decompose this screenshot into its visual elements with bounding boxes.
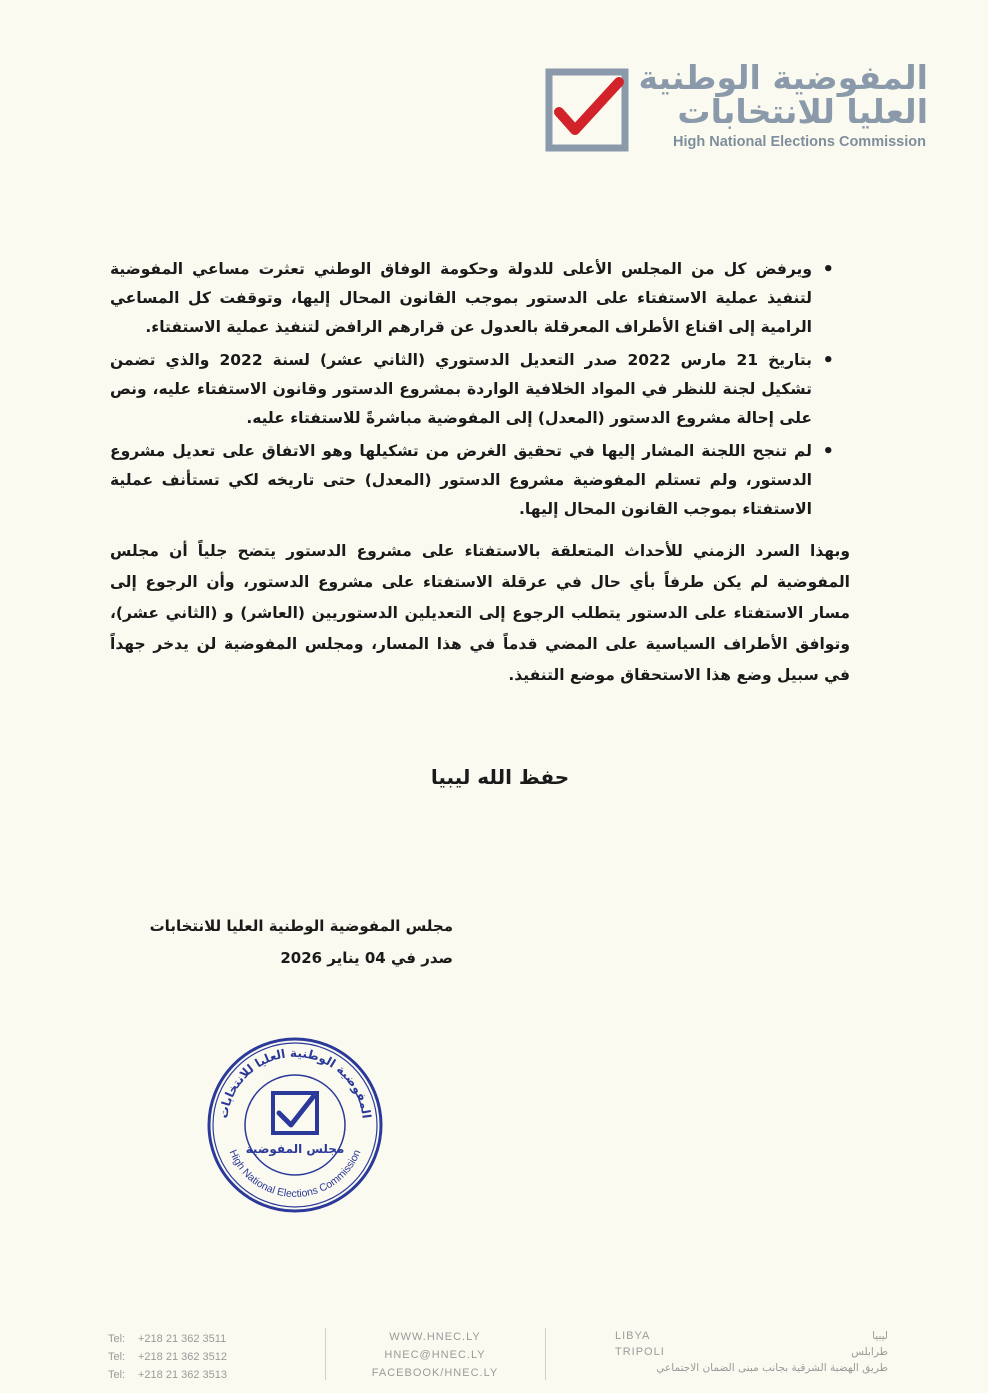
closing-phrase: حفظ الله ليبيا [430,765,570,789]
city-en: TRIPOLI [615,1346,665,1358]
phone-2: +218 21 362 3512 [138,1351,228,1363]
phone-3: +218 21 362 3513 [138,1369,228,1381]
summary-paragraph: وبهذا السرد الزمني للأحداث المتعلقة بالاستفتاء على مشروع الدستور يتضح جلياً أن مجلس المفوضية لم يكن طرفاً بأي حال في عرقلة الاستفتاء على مشروع الدستور، وأن الرجوع إلى مسار الاستفتاء على الدستور يتطلب الرجوع إلى التعديلين الدستوريين (العاشر) و (الثاني عشر)، وتوافق الأطراف السياسية على المضي قدماً في هذا المسار، ومجلس المفوضية لن يدخر جهداً في سبيل وضع هذا الاستحقاق موضع التنفيذ. [110,542,850,684]
stamp-ballot-icon [273,1093,317,1133]
country-ar: ليبيا [872,1330,888,1342]
footer-phones [108,1330,227,1384]
hnec-logo [545,58,940,157]
footer-divider [325,1328,326,1380]
country-en: LIBYA [615,1330,651,1342]
bullet-item-2: • بتاريخ 21 مارس 2022 صدر التعديل الدستوري (الثاني عشر) لسنة 2022 والذي تضمن تشكيل لجنة للنظر في المواد الخلافية الواردة بمشروع الدستور وقانون الاستفتاء عليه، ونص على إحالة مشروع الدستور (المعدل) إلى المفوضية مباشرةً للاستفتاء عليه. [110,346,830,433]
page-footer [0,1320,988,1390]
email-link[interactable]: HNEC@HNEC.LY [384,1349,486,1361]
phone-1: +218 21 362 3511 [138,1333,227,1345]
footer-location-ar [656,1328,888,1376]
bullet-item-1: • ويرفض كل من المجلس الأعلى للدولة وحكومة الوفاق الوطني تعثرت مساعي المفوضية لتنفيذ عملية الاستفتاء على الدستور بموجب القانون المحال إليها، وتوقفت كل المساعي الرامية إلى اقناع الأطراف المعرقلة بالعدول عن قرارهم الرافض لتنفيذ عملية الاستفتاء. [110,255,830,342]
footer-web [355,1328,515,1382]
bullet-item-3: • لم تنجح اللجنة المشار إليها في تحقيق الغرض من تشكيلها وهو الاتفاق على تعديل مشروع الدستور، ولم تستلم المفوضية مشروع الدستور (المعدل) حتى تاريخه لكي تستأنف عملية الاستفتاء بموجب القانون المحال إليها. [110,437,830,524]
facebook-link[interactable]: FACEBOOK/HNEC.LY [371,1367,499,1379]
website-link[interactable]: WWW.HNEC.LY [389,1331,481,1343]
stamp-arabic-ring: المفوضية الوطنية العليا للانتخابات [216,1045,374,1120]
tel-label: Tel: [108,1351,126,1363]
logo-arabic-line-2: العليا للانتخابات [677,92,928,131]
stamp-center-label: مجلس المفوضية [245,1142,345,1156]
decorative-diamond-pattern [0,0,560,260]
official-stamp [205,1035,385,1215]
footer-divider [545,1328,546,1380]
signer-name: مجلس المفوضية الوطنية العليا للانتخابات [149,917,453,935]
logo-arabic-line-1: المفوضية الوطنية [638,58,928,97]
issue-date: صدر في 04 يناير 2026 [280,949,453,967]
address-ar: طريق الهضبة الشرقية بجانب مبنى الضمان الاجتماعي [656,1362,888,1374]
svg-text:المفوضية الوطنية العليا للانتخ [216,1046,373,1119]
tel-label: Tel: [108,1369,126,1381]
city-ar: طرابلس [851,1346,888,1358]
stamp-english-ring: High National Elections Commission [226,1147,364,1201]
checkmark-ballot-icon [545,68,629,152]
letter-body [110,255,850,707]
tel-label: Tel: [108,1333,126,1345]
bullet-list [110,255,830,524]
signature-block [150,910,453,974]
logo-english-name: High National Elections Commission [673,134,926,150]
